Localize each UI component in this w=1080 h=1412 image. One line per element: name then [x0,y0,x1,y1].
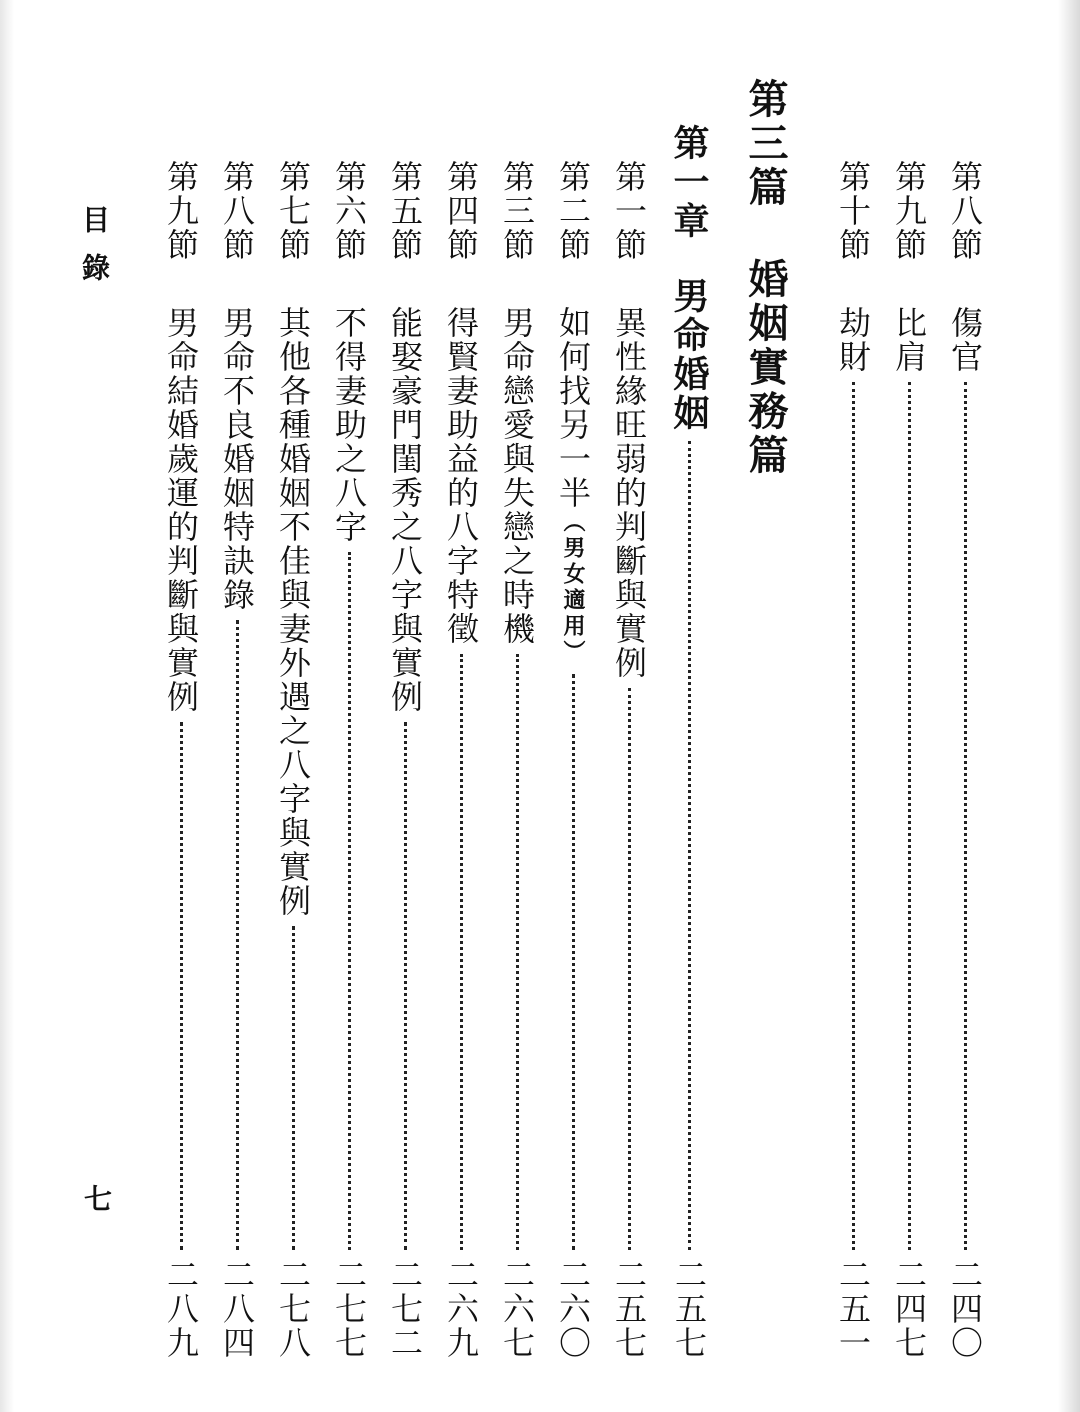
part-title: 婚姻實務篇 [742,258,789,478]
section-title: 異性緣旺弱的判斷與實例 [610,306,648,680]
section-title: 傷官 [946,306,984,374]
toc-entry-section-3[interactable] [492,160,542,1360]
section-number: 第八節 [218,160,256,262]
section-number: 第二節 [554,160,592,262]
leader-dots [628,688,631,1250]
toc-entry-section-8[interactable] [212,160,262,1360]
section-page: 二六〇 [554,1258,592,1360]
chapter-number: 第一章 [668,124,710,241]
section-number: 第九節 [890,160,928,262]
leader-dots [180,722,183,1250]
running-header: 目錄 [78,205,111,301]
section-title: 不得妻助之八字 [330,306,368,544]
section-number: 第五節 [386,160,424,262]
toc-entry-prev-10[interactable] [828,160,878,1360]
chapter-title: 男命婚姻 [668,277,710,433]
section-page: 二五七 [610,1258,648,1360]
section-page: 二七二 [386,1258,424,1360]
section-number: 第十節 [834,160,872,262]
section-title: 其他各種婚姻不佳與妻外遇之八字與實例 [274,306,312,918]
section-page: 二六九 [442,1258,480,1360]
section-page: 二四〇 [946,1258,984,1360]
section-title: 能娶豪門閨秀之八字與實例 [386,306,424,714]
leader-dots [572,674,575,1250]
leader-dots [964,382,967,1250]
section-page: 二七七 [330,1258,368,1360]
section-title: 男命戀愛與失戀之時機 [498,306,536,646]
toc-entry-section-4[interactable] [436,160,486,1360]
section-page: 二八九 [162,1258,200,1360]
leader-dots [292,926,295,1250]
section-title: 比肩 [890,306,928,374]
toc-entry-section-7[interactable] [268,160,318,1360]
toc-entry-prev-9[interactable] [884,160,934,1360]
section-number: 第七節 [274,160,312,262]
chapter-page: 二五七 [670,1258,708,1360]
section-number: 第三節 [498,160,536,262]
part-number: 第三篇 [742,78,789,210]
toc-entry-section-1[interactable] [604,160,654,1360]
leader-dots [852,382,855,1250]
leader-dots [236,620,239,1250]
section-title: 男命不良婚姻特訣錄 [218,306,256,612]
part-heading [740,78,796,478]
scan-edge-left [0,0,14,1412]
leader-dots [404,722,407,1250]
leader-dots [688,441,691,1250]
section-number: 第六節 [330,160,368,262]
section-title: 男命結婚歲運的判斷與實例 [162,306,200,714]
scan-edge-right [1058,0,1080,1412]
section-page: 二四七 [890,1258,928,1360]
page-number: 七 [80,1184,113,1212]
leader-dots [516,654,519,1250]
section-title: 劫財 [834,306,872,374]
section-note: （男女適用） [560,510,586,666]
toc-entry-section-9[interactable] [156,160,206,1360]
toc-entry-prev-8[interactable] [940,160,990,1360]
section-page: 二六七 [498,1258,536,1360]
section-number: 第九節 [162,160,200,262]
section-page: 二八四 [218,1258,256,1360]
section-title: 得賢妻助益的八字特徵 [442,306,480,646]
toc-entry-chapter[interactable] [664,124,714,1360]
section-number: 第八節 [946,160,984,262]
section-page: 二七八 [274,1258,312,1360]
section-page: 二五一 [834,1258,872,1360]
toc-entry-section-5[interactable] [380,160,430,1360]
toc-entry-section-6[interactable] [324,160,374,1360]
section-title: 如何找另一半 [554,306,592,510]
toc-entry-section-2[interactable] [548,160,598,1360]
leader-dots [908,382,911,1250]
section-number: 第一節 [610,160,648,262]
leader-dots [460,654,463,1250]
section-number: 第四節 [442,160,480,262]
leader-dots [348,552,351,1250]
